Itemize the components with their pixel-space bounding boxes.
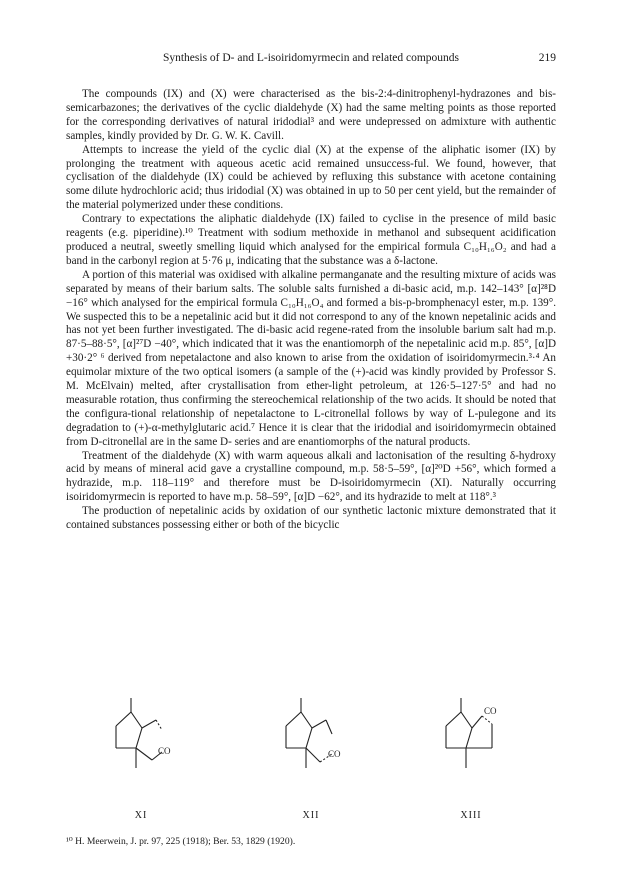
paragraph: The production of nepetalinic acids by oxidation of our synthetic lactonic mixture demonstrated that it contained substances possessing either or both of the bicyclic — [66, 505, 556, 532]
structure-xi — [96, 690, 186, 821]
paragraph: Treatment of the dialdehyde (X) with warm aqueous alkali and lactonisation of the resulting δ-hydroxy acid by means of mineral acid gave a crystalline compound, m.p. 58·5–59°, [α]²⁰D +56°, which formed a hydrazide, m.p. 118–119° and therefore must be D-isoiridomyrmecin (XI). Naturally occurring isoiridomyrmecin is reported to have m.p. 58–59°, [α]D −62°, and its hydrazide to melt at 118°.³ — [66, 449, 556, 504]
structure-xiii-group: CO — [484, 706, 497, 716]
page-number: 219 — [538, 52, 556, 64]
running-title: Synthesis of D- and L-isoiridomyrmecin and related compounds — [162, 52, 460, 64]
structure-xi-drawing — [96, 690, 186, 800]
structure-label: XIII — [460, 810, 482, 821]
paragraph: The compounds (IX) and (X) were characterised as the bis-2:4-dinitrophenyl-hydrazones and bis-semicarbazones; the derivatives of the cyclic dialdehyde (X) had the same melting points as those reported for the corresponding derivatives of natural iridodial³ and were undepressed on admixture with authentic samples, kindly provided by Dr. G. W. K. Cavill. — [66, 88, 556, 142]
structure-label: XI — [134, 810, 148, 821]
structure-label: XII — [302, 810, 320, 821]
structure-xii-drawing — [266, 690, 356, 800]
structure-row — [66, 690, 556, 830]
paragraph: Attempts to increase the yield of the cyclic dial (X) at the expense of the aliphatic isomer (IX) by prolonging the treatment with aqueous acetic acid remained unsuccess-ful. We found, however, that cyclisation of the dialdehyde (IX) could be achieved by refluxing this substance with acetone containing some dilute hydrochloric acid; thus iridodial (X) was obtained in up to 50 per cent yield, but the remainder of the material polymerized under these conditions. — [66, 143, 556, 212]
running-header — [66, 52, 556, 68]
body-text — [66, 88, 556, 533]
structure-xiii — [426, 690, 516, 821]
paragraph: A portion of this material was oxidised with alkaline permanganate and the resulting mixture of acids was separated by means of their barium salts. The soluble salts furnished a di-basic acid, m.p. 142–143° [α]²⁸D −16° which analysed for the empirical formula C₁₀H₁₆O₄ and formed a bis-p-bromphenacyl ester, m.p. 139°. We suspected this to be a nepetalinic acid but it did not correspond to any of the known nepetalinic acids and has not yet been further investigated. The di-basic acid regene-rated from the insoluble barium salt had m.p. 87·5–88·5°, [α]²⁷D −40°, which indicated that it was the enantiomorph of the nepetalinic acid m.p. 85°, [α]D +30·2° ⁶ derived from nepetalactone and also known to arise from the oxidation of isoiridomyrmecin.³·⁴ An equimolar mixture of the two optical isomers (a sample of the (+)-acid was kindly provided by Professor S. M. McElvain) melted, after crystallisation from ether-light petroleum, at 126·5–127·5° and had no measurable rotation, thus confirming the stereochemical relationship of the two acids. It should be noted that the configura-tional relationship of nepetalactone to L-citronellal follows by way of L-pulegone and its degradation to (+)-α-methylglutaric acid.⁷ Hence it is clear that the iridodial and isoiridomyrmecin obtained from D-citronellal are in the same D- series and are enantiomorphs of the natural products. — [66, 268, 556, 448]
structure-xi-group: CO — [158, 746, 171, 756]
structure-xiii-drawing — [426, 690, 516, 800]
structure-xii-group: CO — [328, 749, 341, 759]
structure-xii — [266, 690, 356, 821]
paragraph: Contrary to expectations the aliphatic dialdehyde (IX) failed to cyclise in the presence of mild basic reagents (e.g. piperidine).¹⁰ Treatment with sodium methoxide in methanol and subsequent acidification produced a neutral, sweetly smelling liquid which analysed for the empirical formula C₁₀H₁₆O₂ and had a band in the carbonyl region at 5·76 μ, indicating that the substance was a δ-lactone. — [66, 213, 556, 267]
footnote: ¹⁰ H. Meerwein, J. pr. 97, 225 (1918); Ber. 53, 1829 (1920). — [66, 836, 296, 847]
